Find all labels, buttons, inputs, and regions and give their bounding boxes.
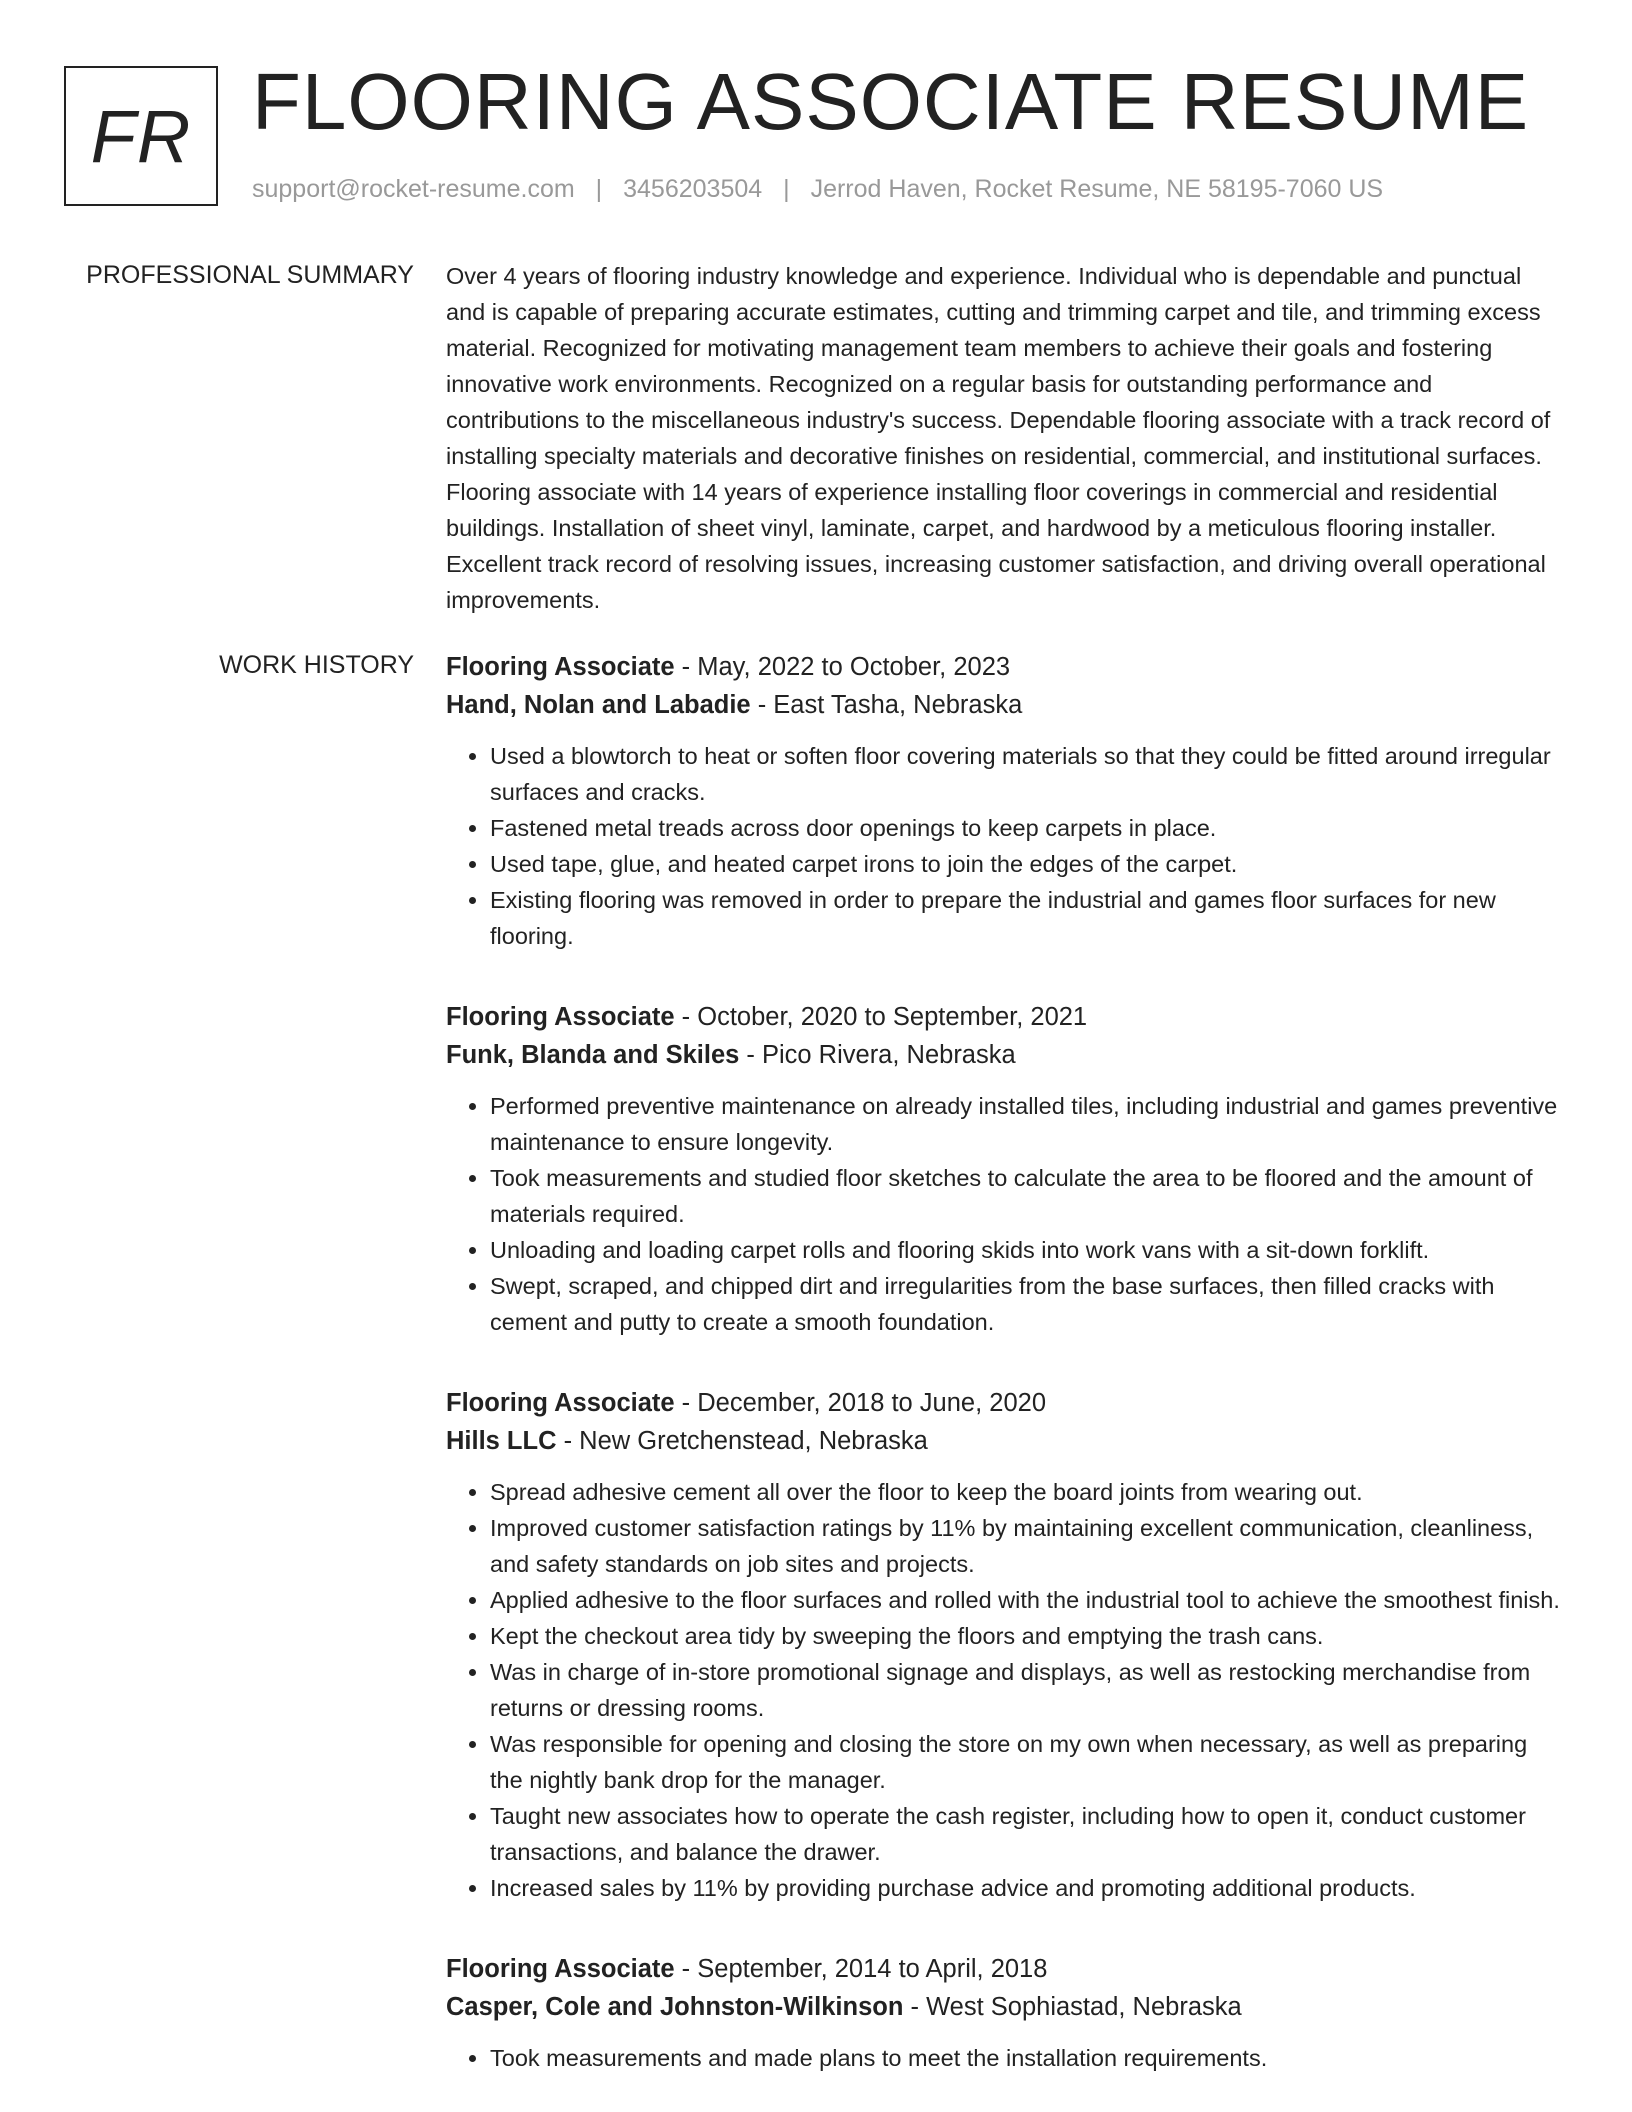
job-bullet: • Unloading and loading carpet rolls and flooring skids into work vans with a sit-down forklift. (490, 1232, 1562, 1268)
job-company-line (446, 686, 1562, 724)
contact-line (252, 174, 1383, 204)
job-company: Funk, Blanda and Skiles (446, 1041, 740, 1069)
job-title: Flooring Associate (446, 653, 675, 681)
job-title: Flooring Associate (446, 1389, 675, 1417)
job-bullet: • Performed preventive maintenance on already installed tiles, including industrial and games preventive maintenance to ensure longevity. (490, 1088, 1562, 1160)
job-company-line (446, 1988, 1562, 2026)
job-bullet: • Swept, scraped, and chipped dirt and irregularities from the base surfaces, then filled cracks with cement and putty to create a smooth foundation. (490, 1268, 1562, 1340)
summary-body (446, 258, 1562, 618)
job-company-line (446, 1036, 1562, 1074)
contact-separator: | (783, 175, 790, 203)
job-bullet: • Increased sales by 11% by providing purchase advice and promoting additional products. (490, 1870, 1562, 1906)
summary-text: Over 4 years of flooring industry knowledge and experience. Individual who is dependable and punctual and is capable of preparing accurate estimates, cutting and trimming carpet and tile, and trimming excess material. Recognized for motivating management team members to achieve their goals and fostering innovative work environments. Recognized on a regular basis for outstanding performance and contributions to the miscellaneous industry's success. Dependable flooring associate with a track record of installing specialty materials and decorative finishes on residential, commercial, and institutional surfaces. Flooring associate with 14 years of experience installing floor coverings in commercial and residential buildings. Installation of sheet vinyl, laminate, carpet, and hardwood by a meticulous flooring installer. Excellent track record of resolving issues, increasing customer satisfaction, and driving overall operational improvements. (446, 263, 1551, 613)
job-bullet: • Applied adhesive to the floor surfaces and rolled with the industrial tool to achieve the smoothest finish. (490, 1582, 1562, 1618)
job-entry (446, 1950, 1562, 2076)
job-dates: - October, 2020 to September, 2021 (674, 1003, 1088, 1031)
job-bullet: • Spread adhesive cement all over the floor to keep the board joints from wearing out. (490, 1474, 1562, 1510)
job-entry (446, 648, 1562, 954)
job-bullet-list (446, 1474, 1562, 1906)
job-dates: - September, 2014 to April, 2018 (674, 1955, 1048, 1983)
job-bullet: • Existing flooring was removed in order to prepare the industrial and games floor surfaces for new flooring. (490, 882, 1562, 954)
contact-address: Jerrod Haven, Rocket Resume, NE 58195-7060 US (810, 175, 1384, 203)
job-title: Flooring Associate (446, 1955, 675, 1983)
job-dates: - December, 2018 to June, 2020 (674, 1389, 1046, 1417)
job-bullet-list (446, 1088, 1562, 1340)
job-title-line (446, 1950, 1562, 1988)
job-company: Hand, Nolan and Labadie (446, 691, 751, 719)
job-title: Flooring Associate (446, 1003, 675, 1031)
job-bullet-list (446, 738, 1562, 954)
job-title-line (446, 648, 1562, 686)
job-title-line (446, 998, 1562, 1036)
monogram-logo: FR (64, 66, 218, 206)
contact-email: support@rocket-resume.com (252, 175, 575, 203)
resume-title: FLOORING ASSOCIATE RESUME (252, 57, 1530, 146)
job-location: - New Gretchenstead, Nebraska (556, 1427, 928, 1455)
job-bullet: • Took measurements and made plans to meet the installation requirements. (490, 2040, 1562, 2076)
job-company-line (446, 1422, 1562, 1460)
job-location: - East Tasha, Nebraska (750, 691, 1023, 719)
job-company: Casper, Cole and Johnston-Wilkinson (446, 1993, 904, 2021)
job-bullet: • Used tape, glue, and heated carpet irons to join the edges of the carpet. (490, 846, 1562, 882)
job-bullet: • Taught new associates how to operate the cash register, including how to open it, conduct customer transactions, and balance the drawer. (490, 1798, 1562, 1870)
job-bullet: • Was in charge of in-store promotional signage and displays, as well as restocking merchandise from returns or dressing rooms. (490, 1654, 1562, 1726)
job-bullet: • Took measurements and studied floor sketches to calculate the area to be floored and the amount of materials required. (490, 1160, 1562, 1232)
job-bullet: • Kept the checkout area tidy by sweeping the floors and emptying the trash cans. (490, 1618, 1562, 1654)
contact-phone: 3456203504 (623, 175, 763, 203)
job-bullet-list (446, 2040, 1562, 2076)
summary-heading: PROFESSIONAL SUMMARY (86, 261, 414, 289)
job-location: - West Sophiastad, Nebraska (903, 1993, 1242, 2021)
job-location: - Pico Rivera, Nebraska (739, 1041, 1016, 1069)
job-entry (446, 998, 1562, 1340)
job-bullet: • Used a blowtorch to heat or soften floor covering materials so that they could be fitted around irregular surfaces and cracks. (490, 738, 1562, 810)
job-bullet: • Fastened metal treads across door openings to keep carpets in place. (490, 810, 1562, 846)
work-history-heading: WORK HISTORY (219, 651, 414, 679)
job-dates: - May, 2022 to October, 2023 (674, 653, 1011, 681)
job-bullet: • Improved customer satisfaction ratings by 11% by maintaining excellent communication, cleanliness, and safety standards on job sites and projects. (490, 1510, 1562, 1582)
work-history-body (446, 648, 1562, 2112)
job-title-line (446, 1384, 1562, 1422)
contact-separator: | (595, 175, 603, 203)
job-company: Hills LLC (446, 1427, 557, 1455)
job-entry (446, 1384, 1562, 1906)
job-bullet: • Was responsible for opening and closing the store on my own when necessary, as well as preparing the nightly bank drop for the manager. (490, 1726, 1562, 1798)
